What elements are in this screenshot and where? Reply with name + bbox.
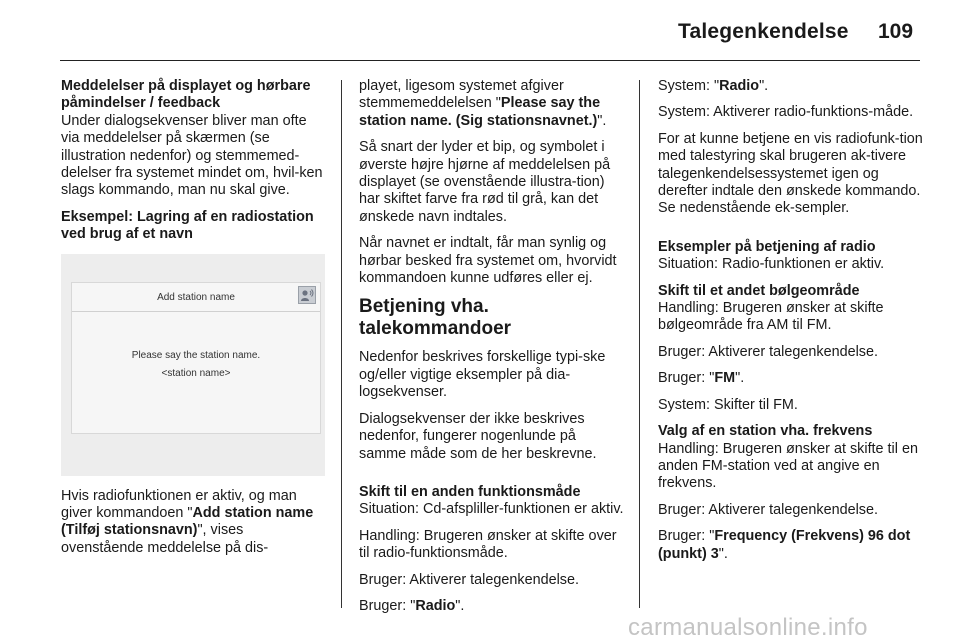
display-station-name: <station name> <box>161 367 231 379</box>
paragraph: Situation: Radio-funktionen er aktiv. <box>658 256 885 273</box>
paragraph: Når navnet er indtalt, får man synlig og hørbar besked fra systemet om, hvorvidt kommandoen kunne udføres eller ej. <box>359 235 617 287</box>
paragraph: Bruger: "Frequency (Frekvens) 96 dot (punkt) 3". <box>658 528 911 562</box>
subheading-waveband: Skift til et andet bølgeområde <box>658 282 860 299</box>
paragraph: System: Aktiverer radio-funktions-måde. <box>658 104 914 121</box>
display-message-box <box>71 282 321 434</box>
column-3 <box>658 78 924 572</box>
display-title: Add station name <box>157 291 235 303</box>
paragraph: Under dialogsekvenser bliver man ofte via meddelelser på skærmen (se illustration nedenfor) og stemmemed-delelser fra systemet mindet om, hvil-ken slags kommando, man nu skal give. <box>61 112 323 199</box>
subheading-switch-mode: Skift til en anden funktionsmåde <box>359 483 581 500</box>
watermark-footer: carmanualsonline.info <box>628 614 868 641</box>
paragraph: Bruger: "Radio". <box>359 597 465 614</box>
subheading-frequency: Valg af en station vha. frekvens <box>658 423 873 440</box>
section-heading-messages: Meddelelser på displayet og hørbare påmindelser / feedback <box>61 78 311 112</box>
paragraph: Dialogsekvenser der ikke beskrives nedenfor, fungerer nogenlunde på samme måde som de her beskrevne. <box>359 410 597 462</box>
section-heading-voice-commands: Betjening vha. talekommandoer <box>359 296 512 340</box>
paragraph: Nedenfor beskrives forskellige typi-ske og/eller vigtige eksempler på dia-logsekvenser. <box>359 349 606 401</box>
paragraph: Så snart der lyder et bip, og symbolet i øverste højre hjørne af meddelelsen på displayet (se ovenstående illustra-tion) har skiftet farve fra rød til grå, kan det ønskede navn indtales. <box>359 139 611 225</box>
paragraph: System: Skifter til FM. <box>658 396 798 413</box>
header-rule <box>60 60 920 61</box>
display-divider <box>72 311 320 312</box>
paragraph: Situation: Cd-afspliller-funktionen er aktiv. <box>359 501 624 518</box>
page-number: 109 <box>878 20 914 43</box>
paragraph: playet, ligesom systemet afgiver stemmemeddelelsen "Please say the station name. (Sig stationsnavnet.)". <box>359 78 607 129</box>
voice-icon <box>298 286 316 304</box>
paragraph: Bruger: "FM". <box>658 370 745 387</box>
paragraph: Bruger: Aktiverer talegenkendelse. <box>658 501 878 518</box>
paragraph: System: "Radio". <box>658 78 769 94</box>
paragraph: Handling: Brugeren ønsker at skifte over til radio-funktionsmåde. <box>359 527 617 562</box>
column-divider-1 <box>341 80 342 608</box>
column-2 <box>359 78 625 624</box>
page-header-title: Talegenkendelse <box>678 20 849 43</box>
paragraph: Handling: Brugeren ønsker at skifte til en anden FM-station ved at angive en frekvens. <box>658 440 918 492</box>
paragraph: Handling: Brugeren ønsker at skifte bølgeområde fra AM til FM. <box>658 300 884 334</box>
subheading-radio-examples: Eksempler på betjening af radio <box>658 238 876 255</box>
section-heading-example: Eksempel: Lagring af en radiostation ved brug af et navn <box>61 208 314 243</box>
column-divider-2 <box>639 80 640 608</box>
paragraph: Bruger: Aktiverer talegenkendelse. <box>658 343 878 360</box>
display-illustration <box>61 254 325 476</box>
display-prompt: Please say the station name. <box>131 349 261 361</box>
paragraph: Hvis radiofunktionen er aktiv, og man giver kommandoen "Add station name (Tilføj stationsnavn)", vises ovenstående meddelelse på dis- <box>61 487 314 556</box>
paragraph: Bruger: Aktiverer talegenkendelse. <box>359 571 579 588</box>
column-1 <box>61 78 327 566</box>
paragraph: For at kunne betjene en vis radiofunk-tion med talestyring skal brugeren ak-tivere talegenkendelsessystemet igen og derefter indtale den ønskede kommando. Se nedenstående ek-sempler. <box>658 130 923 217</box>
